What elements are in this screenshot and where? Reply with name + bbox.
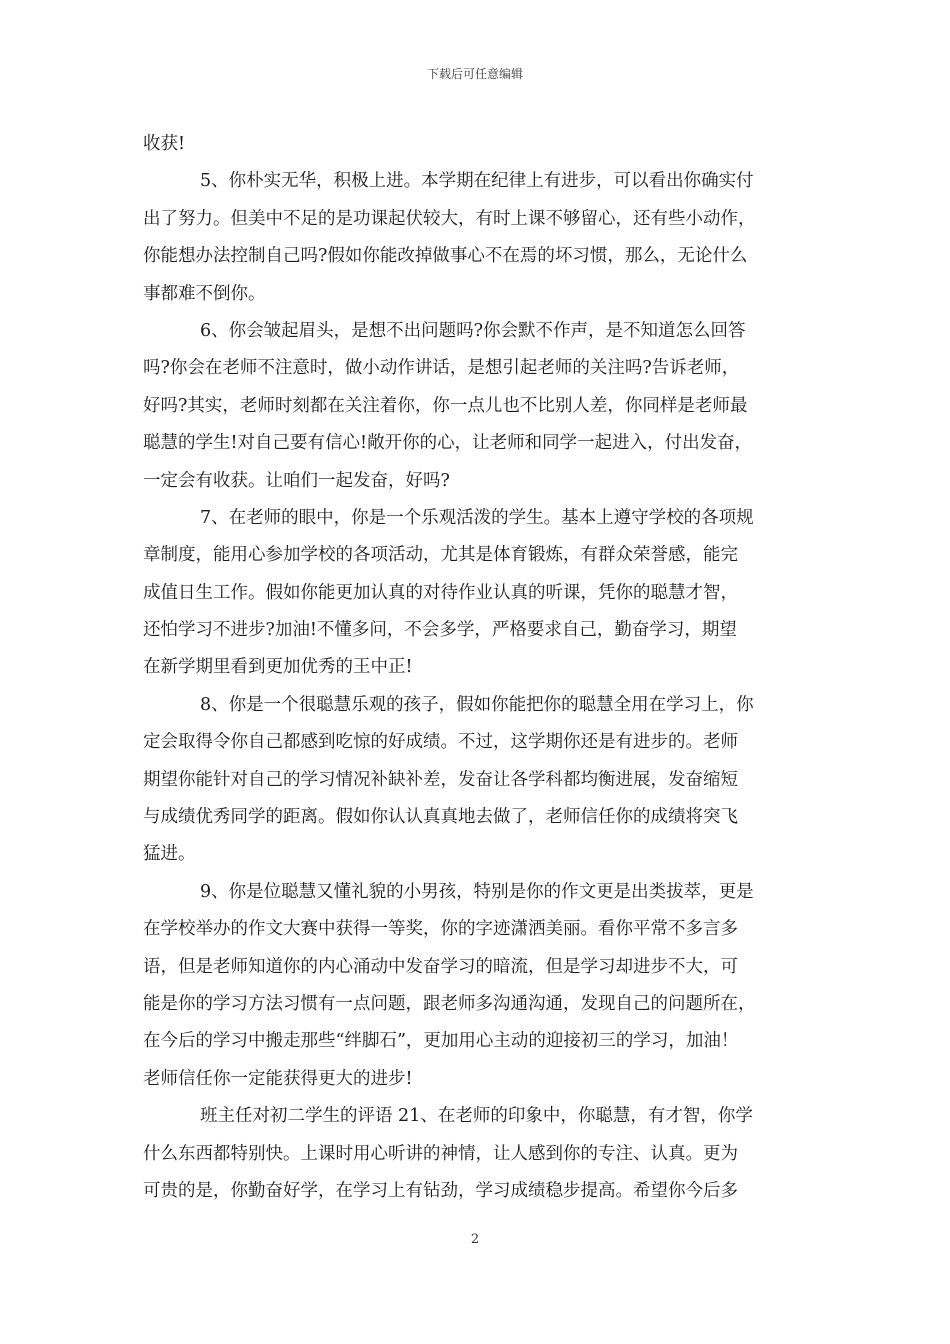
text-line: 6、你会皱起眉头，是想不出问题吗?你会默不作声，是不知道怎么回答 [200, 320, 746, 341]
text-line: 你能想办法控制自己吗?假如你能改掉做事心不在焉的坏习惯，那么，无论什么 [143, 246, 748, 267]
document-body [143, 126, 807, 1210]
text-line: 能是你的学习方法习惯有一点问题，跟老师多沟通沟通，发现自己的问题所在， [143, 993, 756, 1014]
text-line: 5、你朴实无华，积极上进。本学期在纪律上有进步，可以看出你确实付 [200, 171, 754, 192]
text-line: 语，但是老师知道你的内心涌动中发奋学习的暗流，但是学习却进步不大，可 [143, 956, 738, 977]
text-line: 章制度，能用心参加学校的各项活动，尤其是体育锻炼，有群众荣誉感，能完 [143, 545, 738, 566]
text-line: 事都难不倒你。 [143, 283, 266, 304]
text-line: 9、你是位聪慧又懂礼貌的小男孩，特别是你的作文更是出类拔萃，更是 [200, 881, 754, 902]
text-line: 老师信任你一定能获得更大的进步! [143, 1068, 413, 1089]
text-line: 在新学期里看到更加优秀的王中正! [143, 657, 413, 678]
text-line: 出了努力。但美中不足的是功课起伏较大，有时上课不够留心，还有些小动作， [143, 208, 756, 229]
text-line: 期望你能针对自己的学习情况补缺补差，发奋让各学科都均衡进展，发奋缩短 [143, 769, 738, 790]
text-line: 成值日生工作。假如你能更加认真的对待作业认真的听课，凭你的聪慧才智， [143, 582, 738, 603]
text-line: 一定会有收获。让咱们一起发奋，好吗? [143, 470, 450, 491]
text-line: 可贵的是，你勤奋好学，在学习上有钻劲，学习成绩稳步提高。希望你今后多 [143, 1180, 738, 1201]
text-line: 7、在老师的眼中，你是一个乐观活泼的学生。基本上遵守学校的各项规 [200, 507, 754, 528]
text-line: 在今后的学习中搬走那些“绊脚石”，更加用心主动的迎接初三的学习，加油！ [143, 1031, 739, 1052]
text-line: 猛进。 [143, 844, 196, 865]
text-line: 好吗?其实，老师时刻都在关注着你，你一点儿也不比别人差，你同样是老师最 [143, 395, 748, 416]
text-line: 8、你是一个很聪慧乐观的孩子，假如你能把你的聪慧全用在学习上，你 [200, 694, 754, 715]
page-header: 下载后可任意编辑 [426, 67, 523, 81]
text-line: 聪慧的学生!对自己要有信心!敞开你的心，让老师和同学一起进入，付出发奋， [143, 433, 753, 454]
page-number: 2 [470, 1232, 480, 1247]
text-line: 与成绩优秀同学的距离。假如你认认真真地去做了，老师信任你的成绩将突飞 [143, 807, 738, 828]
text-line: 还怕学习不进步?加油!不懂多问，不会多学，严格要求自己，勤奋学习，期望 [143, 620, 737, 641]
text-line: 班主任对初二学生的评语 21、在老师的印象中，你聪慧，有才智，你学 [200, 1106, 753, 1127]
text-line: 在学校举办的作文大赛中获得一等奖，你的字迹潇洒美丽。看你平常不多言多 [143, 919, 738, 940]
text-line: 收获! [143, 134, 186, 154]
text-line: 吗?你会在老师不注意时，做小动作讲话，是想引起老师的关注吗?告诉老师， [143, 358, 740, 379]
text-line: 什么东西都特别快。上课时用心听讲的神情，让人感到你的专注、认真。更为 [143, 1143, 738, 1164]
text-line: 定会取得令你自己都感到吃惊的好成绩。不过，这学期你还是有进步的。老师 [143, 732, 738, 753]
